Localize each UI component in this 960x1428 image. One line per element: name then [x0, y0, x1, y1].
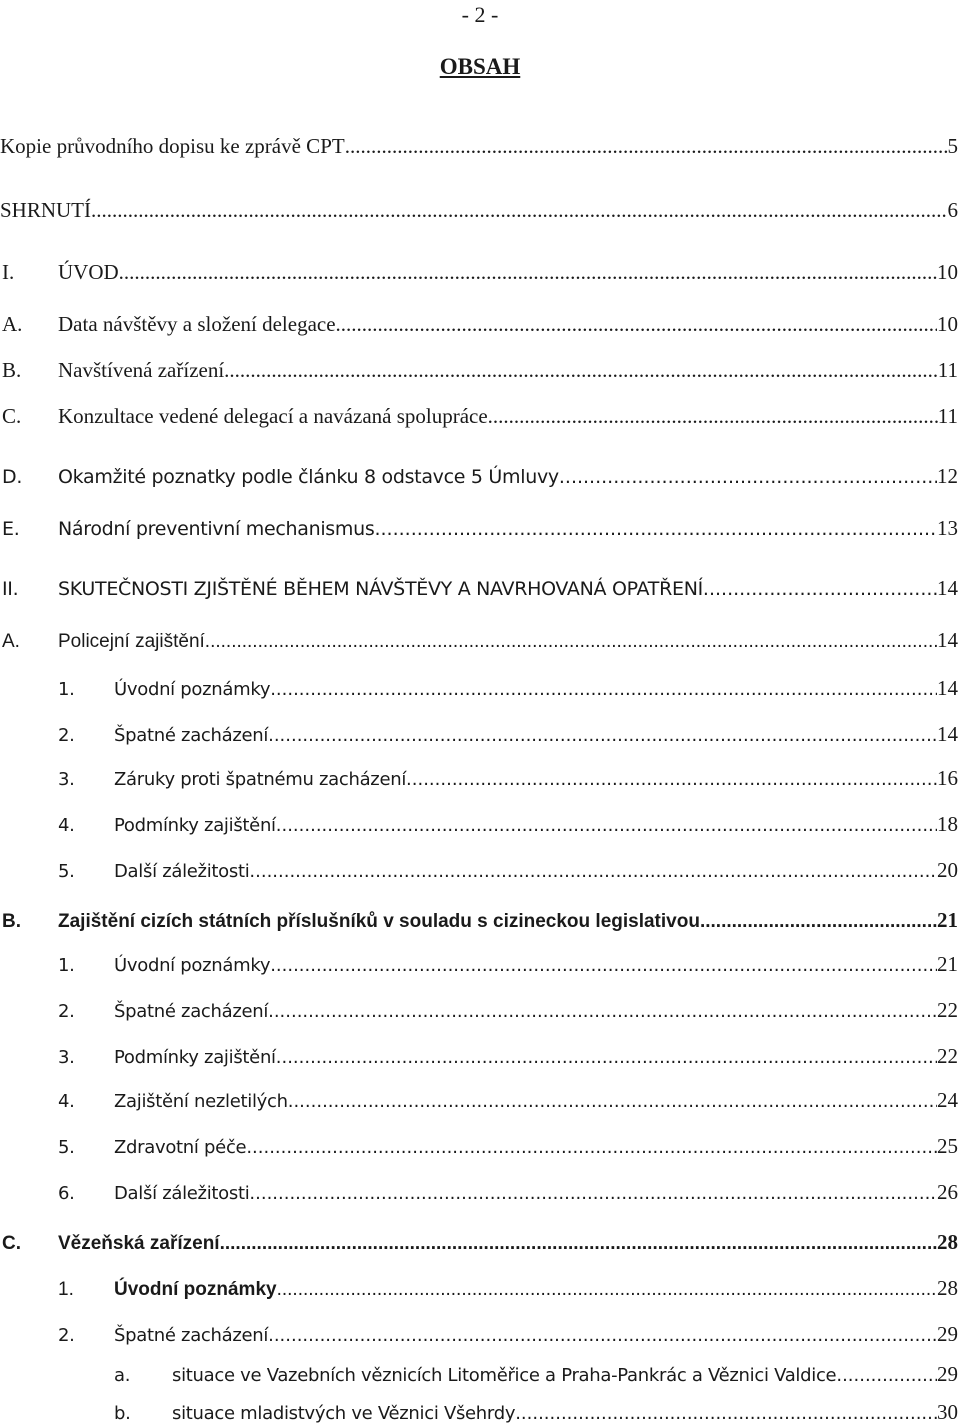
toc-entry-number: 3.: [58, 1047, 75, 1068]
toc-entry[interactable]: [0, 132, 958, 160]
toc-entry-title: SHRNUTÍ: [0, 198, 92, 222]
toc-entry[interactable]: [0, 720, 958, 750]
toc-dot-leader: [268, 1322, 937, 1350]
toc-entry-page-number: 29: [937, 1362, 958, 1386]
toc-entry-title: Kopie průvodního dopisu ke zprávě CPT: [0, 134, 345, 158]
page-number: - 2 -: [461, 2, 499, 27]
toc-entry-number: 1.: [58, 1279, 74, 1300]
toc-dot-leader: [246, 1134, 937, 1162]
toc-entry-page-number: 5: [947, 134, 958, 158]
toc-dot-leader: [836, 1362, 937, 1390]
toc-entry-title: situace ve Vazebních věznicích Litoměřice a Praha-Pankrác a Věznici Valdice: [172, 1365, 837, 1386]
toc-entry-title: Úvodní poznámky: [114, 955, 271, 976]
toc-entry-number: II.: [2, 578, 19, 600]
toc-entry-title: Podmínky zajištění: [114, 1047, 276, 1068]
toc-entry-number: B.: [2, 911, 21, 932]
toc-entry[interactable]: [0, 1320, 958, 1350]
toc-entry-title: Úvodní poznámky: [114, 1279, 277, 1300]
toc-dot-leader: [276, 1044, 937, 1072]
toc-dot-leader: [288, 1088, 937, 1116]
toc-dot-leader: [91, 196, 947, 224]
toc-entry-number: D.: [2, 466, 23, 488]
toc-entry-number: a.: [114, 1365, 131, 1386]
toc-dot-leader: [224, 356, 938, 384]
toc-entry-title: Zajištění cizích státních příslušníků v souladu s cizineckou legislativou: [58, 911, 700, 932]
toc-entry[interactable]: [0, 856, 958, 886]
toc-entry[interactable]: [0, 1398, 958, 1428]
toc-entry-number: 4.: [58, 1091, 75, 1112]
toc-entry-number: 2.: [58, 1325, 75, 1346]
toc-entry-title: Zajištění nezletilých: [114, 1091, 288, 1112]
toc-entry-page-number: 29: [937, 1322, 958, 1346]
toc-entry[interactable]: [0, 626, 958, 656]
toc-entry-title: Okamžité poznatky podle článku 8 odstavce 5 Úmluvy: [58, 466, 559, 488]
toc-entry[interactable]: [0, 1086, 958, 1116]
toc-entry[interactable]: [0, 1178, 958, 1208]
toc-entry-page-number: 22: [937, 1044, 958, 1068]
toc-dot-leader: [374, 515, 937, 543]
toc-entry-number: C.: [2, 404, 22, 428]
toc-dot-leader: [336, 310, 937, 338]
toc-entry-page-number: 22: [937, 998, 958, 1022]
toc-entry-page-number: 16: [937, 766, 958, 790]
toc-entry-number: 5.: [58, 1137, 75, 1158]
toc-entry-page-number: 30: [937, 1400, 958, 1424]
toc-entry-number: 1.: [58, 955, 75, 976]
toc-dot-leader: [700, 908, 937, 936]
toc-entry[interactable]: [0, 356, 958, 384]
toc-entry-title: Vězeňská zařízení: [58, 1233, 220, 1254]
toc-dot-leader: [276, 812, 937, 840]
toc-entry[interactable]: [0, 674, 958, 704]
toc-dot-leader: [515, 1400, 937, 1428]
toc-entry-number: 5.: [58, 861, 75, 882]
toc-entry-title: Další záležitosti: [114, 861, 250, 882]
toc-entry[interactable]: [0, 1274, 958, 1304]
toc-entry-title: Navštívená zařízení: [58, 358, 225, 382]
toc-entry-title: Špatné zacházení: [114, 1001, 269, 1022]
toc-entry[interactable]: [0, 462, 958, 491]
toc-dot-leader: [220, 1230, 937, 1258]
toc-entry-title: SKUTEČNOSTI ZJIŠTĚNÉ BĚHEM NÁVŠTĚVY A NAVRHOVANÁ OPATŘENÍ: [58, 578, 703, 600]
toc-entry-number: b.: [114, 1403, 131, 1424]
toc-dot-leader: [277, 1276, 937, 1304]
toc-entry-title: Špatné zacházení: [114, 725, 269, 746]
toc-entry[interactable]: [0, 810, 958, 840]
toc-entry-page-number: 12: [937, 464, 958, 488]
toc-entry-number: 3.: [58, 769, 75, 790]
toc-entry-page-number: 13: [937, 516, 958, 540]
toc-dot-leader: [270, 952, 937, 980]
toc-entry-title: Úvodní poznámky: [114, 679, 271, 700]
toc-dot-leader: [406, 766, 937, 794]
toc-entry-title: Záruky proti špatnému zacházení: [114, 769, 407, 790]
toc-entry-number: 2.: [58, 725, 75, 746]
toc-entry-page-number: 20: [937, 858, 958, 882]
toc-entry-number: E.: [2, 518, 20, 540]
toc-entry-number: C.: [2, 1233, 21, 1254]
toc-entry-page-number: 10: [937, 260, 958, 284]
toc-entry-title: Špatné zacházení: [114, 1325, 269, 1346]
toc-dot-leader: [249, 858, 937, 886]
toc-dot-leader: [345, 132, 948, 160]
toc-entry-title: situace mladistvých ve Věznici Všehrdy: [172, 1403, 516, 1424]
toc-entry-number: 1.: [58, 679, 75, 700]
toc-entry[interactable]: [0, 258, 958, 286]
toc-entry-page-number: 14: [937, 676, 958, 700]
toc-dot-leader: [119, 258, 937, 286]
toc-entry-page-number: 21: [937, 908, 958, 932]
toc-entry-title: Národní preventivní mechanismus: [58, 518, 375, 540]
toc-dot-leader: [205, 628, 937, 656]
toc-entry-number: B.: [2, 358, 22, 382]
toc-entry-page-number: 14: [937, 576, 958, 600]
toc-dot-leader: [268, 722, 937, 750]
toc-entry-page-number: 14: [937, 628, 958, 652]
toc-entry[interactable]: [0, 996, 958, 1026]
toc-entry[interactable]: [0, 906, 958, 936]
toc-entry-page-number: 14: [937, 722, 958, 746]
toc-entry-page-number: 18: [937, 812, 958, 836]
toc-entry[interactable]: [0, 310, 958, 338]
toc-entry-page-number: 6: [947, 198, 958, 222]
toc-entry-page-number: 26: [937, 1180, 958, 1204]
toc-entry-number: A.: [2, 312, 23, 336]
toc-entry-page-number: 11: [937, 404, 958, 428]
toc-dot-leader: [270, 676, 937, 704]
toc-entry-number: I.: [2, 260, 15, 284]
toc-entry-number: 4.: [58, 815, 75, 836]
toc-dot-leader: [703, 575, 937, 603]
document-title: OBSAH: [439, 54, 521, 79]
toc-entry-number: A.: [2, 631, 20, 652]
toc-entry-title: ÚVOD: [58, 260, 119, 284]
toc-dot-leader: [268, 998, 937, 1026]
toc-entry-page-number: 28: [937, 1230, 958, 1254]
toc-entry-page-number: 25: [937, 1134, 958, 1158]
toc-entry[interactable]: [0, 574, 958, 603]
toc-entry-title: Zdravotní péče: [114, 1137, 247, 1158]
toc-entry[interactable]: [0, 196, 958, 224]
toc-entry[interactable]: [0, 764, 958, 794]
toc-entry[interactable]: [0, 1228, 958, 1258]
toc-entry-title: Policejní zajištění: [58, 631, 205, 652]
toc-dot-leader: [249, 1180, 937, 1208]
toc-entry[interactable]: [0, 402, 958, 430]
toc-entry-title: Data návštěvy a složení delegace: [58, 312, 336, 336]
toc-entry[interactable]: [0, 514, 958, 543]
toc-entry-title: Konzultace vedené delegací a navázaná spolupráce: [58, 404, 488, 428]
toc-entry[interactable]: [0, 1132, 958, 1162]
toc-entry-page-number: 10: [937, 312, 958, 336]
toc-entry[interactable]: [0, 1360, 958, 1390]
toc-dot-leader: [559, 463, 937, 491]
toc-entry[interactable]: [0, 1042, 958, 1072]
toc-entry[interactable]: [0, 950, 958, 980]
toc-entry-page-number: 21: [937, 952, 958, 976]
toc-entry-page-number: 28: [937, 1276, 958, 1300]
toc-entry-title: Podmínky zajištění: [114, 815, 276, 836]
toc-entry-page-number: 24: [937, 1088, 958, 1112]
toc-entry-number: 6.: [58, 1183, 75, 1204]
toc-entry-page-number: 11: [937, 358, 958, 382]
toc-entry-number: 2.: [58, 1001, 75, 1022]
toc-dot-leader: [488, 402, 938, 430]
toc-entry-title: Další záležitosti: [114, 1183, 250, 1204]
